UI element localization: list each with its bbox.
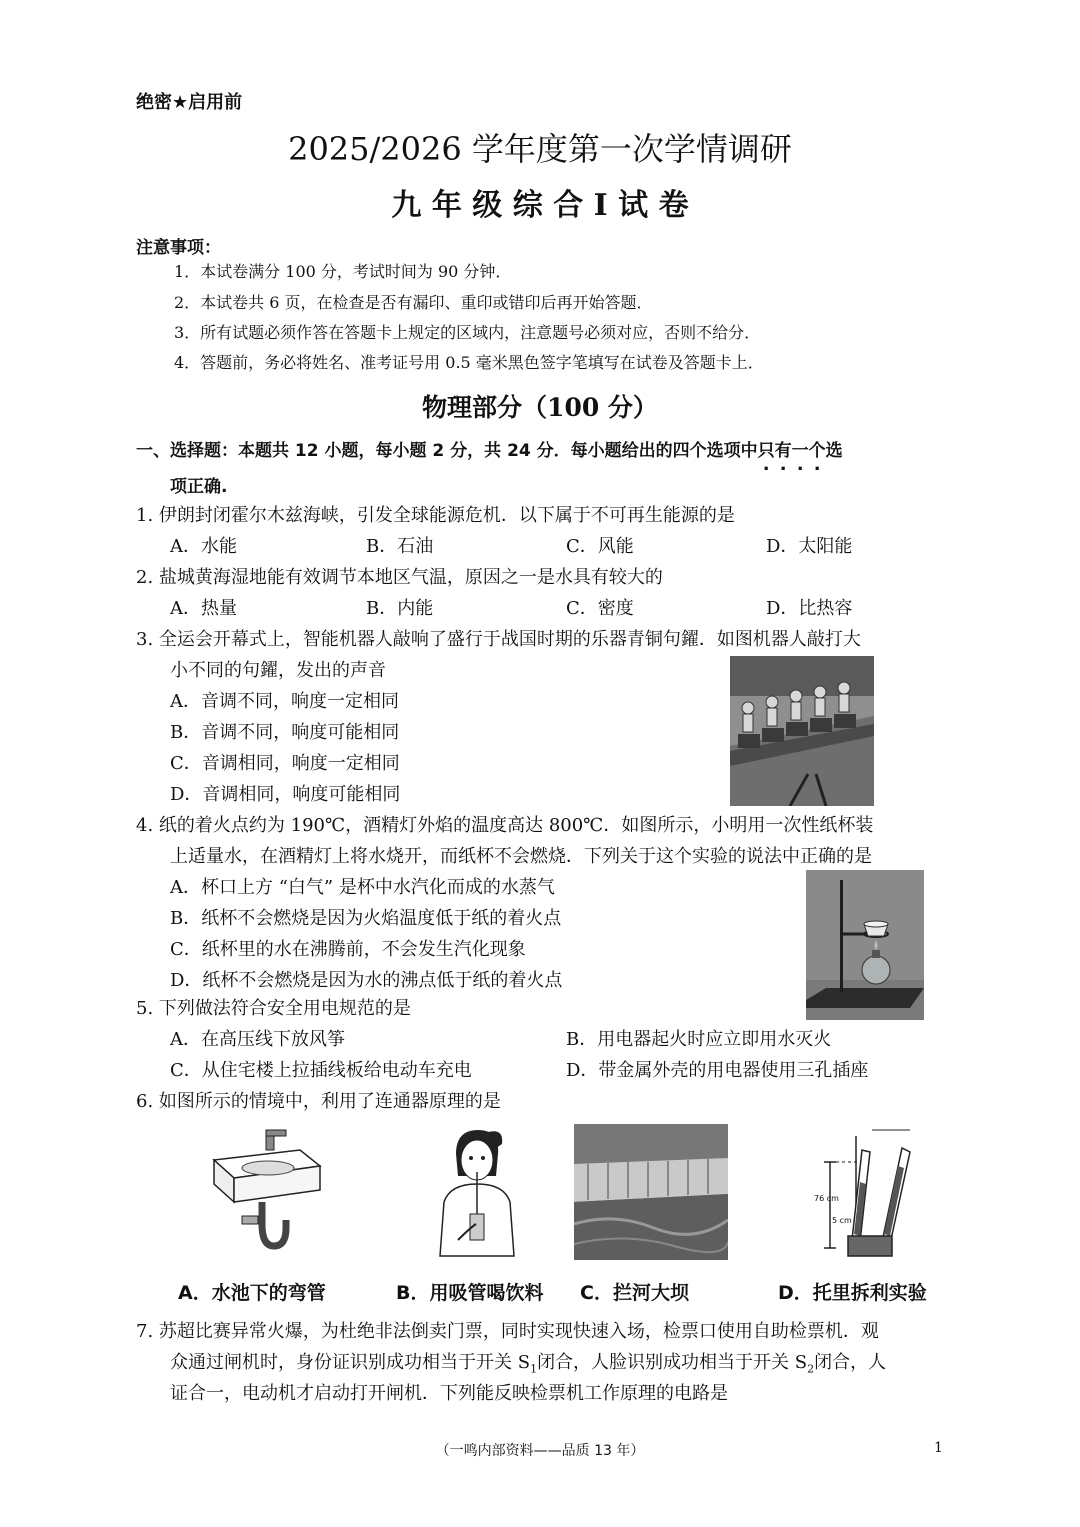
paper-cup-figure bbox=[806, 870, 924, 1020]
q3-option-b: B．音调不同，响度可能相同 bbox=[170, 722, 400, 743]
notice-item-1: 1．本试卷满分 100 分，考试时间为 90 分钟． bbox=[174, 262, 512, 281]
q5-stem: 5. 下列做法符合安全用电规范的是 bbox=[136, 998, 411, 1019]
fig-label-76cm: 76 cm bbox=[814, 1194, 839, 1203]
notice-item-3: 3．所有试题必须作答在答题卡上规定的区域内，注意题号必须对应，否则不给分． bbox=[174, 323, 761, 342]
subscript: 1 bbox=[530, 1362, 538, 1376]
q3-stem-line-1: 3. 全运会开幕式上，智能机器人敲响了盛行于战国时期的乐器青铜句鑃．如图机器人敲打大 bbox=[136, 629, 861, 650]
sink-trap-figure bbox=[206, 1124, 326, 1260]
q1-option-d: D．太阳能 bbox=[766, 536, 853, 557]
instruction-text: 一、选择题：本题共 12 小题，每小题 2 分，共 24 分．每小题给出的四个选项中 bbox=[136, 441, 758, 461]
footer-text: （一鸣内部资料——品质 13 年） bbox=[435, 1443, 645, 1459]
secret-label: 绝密★启用前 bbox=[136, 92, 243, 113]
q6-caption-c: C．拦河大坝 bbox=[580, 1282, 689, 1304]
q4-option-d: D．纸杯不会燃烧是因为水的沸点低于纸的着火点 bbox=[170, 970, 563, 991]
fig-label-5cm: 5 cm bbox=[832, 1216, 852, 1225]
q4-stem-line-1: 4. 纸的着火点约为 190℃，酒精灯外焰的温度高达 800℃．如图所示，小明用一次性纸杯装 bbox=[136, 815, 874, 836]
instruction-text: 选 bbox=[825, 441, 843, 461]
q1-stem: 1. 伊朗封闭霍尔木兹海峡，引发全球能源危机．以下属于不可再生能源的是 bbox=[136, 505, 735, 526]
q4-option-a: A．杯口上方 “白气” 是杯中水汽化而成的水蒸气 bbox=[170, 877, 555, 898]
q2-option-b: B．内能 bbox=[366, 598, 434, 619]
q2-option-d: D．比热容 bbox=[766, 598, 853, 619]
q5-option-a: A．在高压线下放风筝 bbox=[170, 1029, 345, 1050]
q5-option-d: D．带金属外壳的用电器使用三孔插座 bbox=[566, 1060, 869, 1081]
robot-bells-figure bbox=[730, 656, 874, 806]
river-dam-figure bbox=[574, 1124, 728, 1260]
q3-option-c: C．音调相同，响度一定相同 bbox=[170, 753, 400, 774]
emphasis-char: 有 bbox=[774, 441, 792, 461]
q1-option-a: A．水能 bbox=[170, 536, 237, 557]
emphasis-char: 只 bbox=[757, 441, 775, 461]
q4-stem-line-2: 上适量水，在酒精灯上将水烧开，而纸杯不会燃烧．下列关于这个实验的说法中正确的是 bbox=[170, 846, 872, 867]
q7-line-3: 证合一，电动机才启动打开闸机．下列能反映检票机工作原理的电路是 bbox=[170, 1383, 728, 1404]
page-number: 1 bbox=[934, 1440, 943, 1456]
subscript: 2 bbox=[807, 1362, 815, 1376]
emphasis-char: 一 bbox=[791, 441, 809, 461]
q1-option-b: B．石油 bbox=[366, 536, 434, 557]
q3-option-a: A．音调不同，响度一定相同 bbox=[170, 691, 399, 712]
q2-option-a: A．热量 bbox=[170, 598, 237, 619]
exam-subtitle: 九 年 级 综 合 I 试 卷 bbox=[391, 188, 689, 223]
q6-stem: 6. 如图所示的情境中，利用了连通器原理的是 bbox=[136, 1091, 501, 1112]
q1-option-c: C．风能 bbox=[566, 536, 634, 557]
q6-caption-d: D．托里拆利实验 bbox=[778, 1282, 927, 1304]
q7-line-1: 7. 苏超比赛异常火爆，为杜绝非法倒卖门票，同时实现快速入场，检票口使用自助检票机．观 bbox=[136, 1321, 879, 1342]
q3-stem-line-2: 小不同的句鑃，发出的声音 bbox=[170, 660, 386, 681]
q2-option-c: C．密度 bbox=[566, 598, 634, 619]
q3-option-d: D．音调相同，响度可能相同 bbox=[170, 784, 401, 805]
girl-straw-figure bbox=[430, 1124, 520, 1260]
q7-text: 闭合，人 bbox=[814, 1352, 887, 1373]
q7-line-2 bbox=[170, 1351, 886, 1382]
q4-option-c: C．纸杯里的水在沸腾前，不会发生汽化现象 bbox=[170, 939, 526, 960]
notice-heading: 注意事项： bbox=[136, 238, 221, 258]
exam-title: 2025/2026 学年度第一次学情调研 bbox=[288, 130, 792, 168]
emphasis-char: 个 bbox=[808, 441, 826, 461]
torricelli-figure bbox=[812, 1124, 930, 1260]
notice-item-4: 4．答题前，务必将姓名、准考证号用 0.5 毫米黑色签字笔填写在试卷及答题卡上． bbox=[174, 353, 764, 372]
q4-option-b: B．纸杯不会燃烧是因为火焰温度低于纸的着火点 bbox=[170, 908, 562, 929]
section-title: 物理部分（100 分） bbox=[422, 393, 658, 422]
q2-stem: 2. 盐城黄海湿地能有效调节本地区气温，原因之一是水具有较大的 bbox=[136, 567, 663, 588]
notice-item-2: 2．本试卷共 6 页，在检查是否有漏印、重印或错印后再开始答题． bbox=[174, 293, 653, 312]
q5-option-c: C．从住宅楼上拉插线板给电动车充电 bbox=[170, 1060, 472, 1081]
q5-option-b: B．用电器起火时应立即用水灭火 bbox=[566, 1029, 832, 1050]
q6-caption-a: A．水池下的弯管 bbox=[178, 1282, 326, 1304]
q7-text: 众通过闸机时，身份证识别成功相当于开关 S bbox=[170, 1352, 531, 1373]
section-instruction bbox=[136, 436, 843, 461]
q6-caption-b: B．用吸管喝饮料 bbox=[396, 1282, 544, 1304]
q7-text: 闭合，人脸识别成功相当于开关 S bbox=[537, 1352, 808, 1373]
instruction-line-2: 项正确. bbox=[170, 477, 228, 497]
